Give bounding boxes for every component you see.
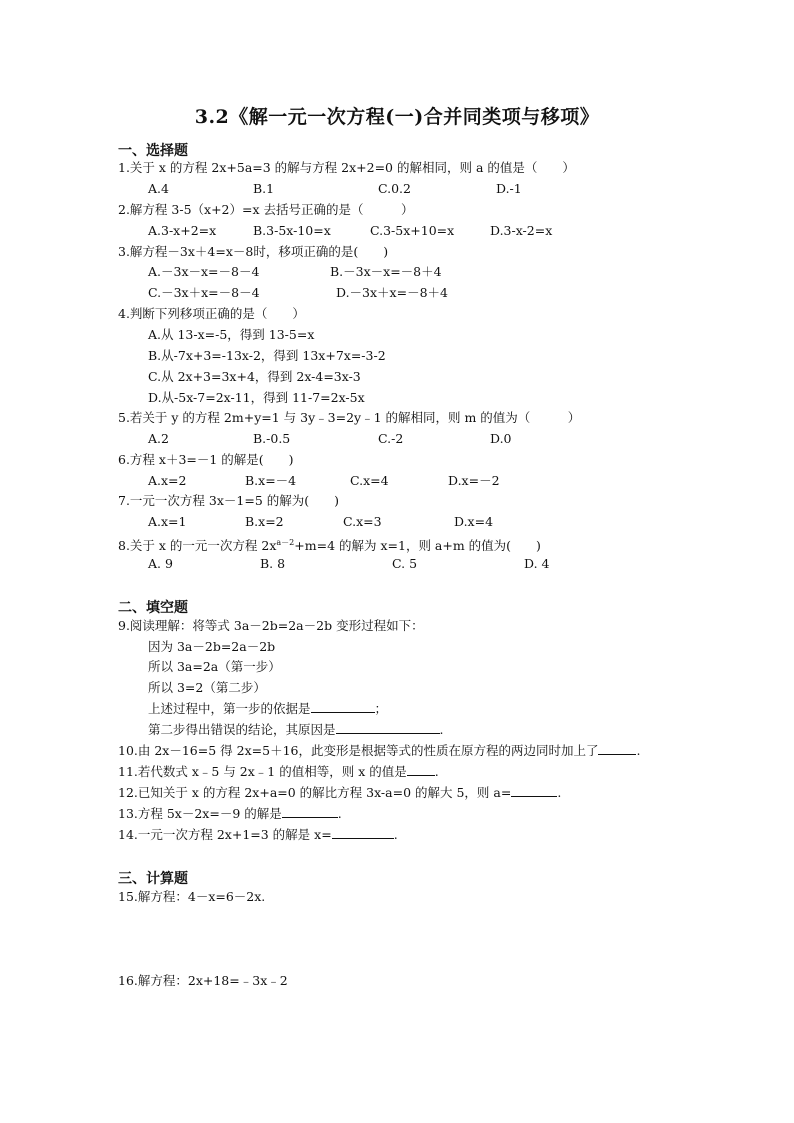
question-11	[118, 763, 439, 781]
question-15: 15.解方程：4－x=6－2x.	[118, 889, 266, 904]
q2-option-c: C.3-5x+10=x	[370, 223, 455, 238]
q3-option-d: D.－3x＋x=－8＋4	[336, 285, 448, 300]
q8-stem-part1: 8.关于 x 的一元一次方程 2x	[118, 538, 277, 554]
q5-option-b: B.-0.5	[253, 431, 291, 446]
q3-option-c: C.－3x＋x=－8－4	[148, 285, 260, 300]
q2-option-a: A.3-x+2=x	[148, 223, 217, 238]
q14-text: 14.一元一次方程 2x+1=3 的解是 x=	[118, 827, 332, 842]
q7-option-c: C.x=3	[343, 514, 382, 529]
question-3-stem: 3.解方程－3x＋4=x－8时，移项正确的是( )	[118, 244, 389, 259]
q6-option-c: C.x=4	[350, 473, 389, 488]
q12-text: 12.已知关于 x 的方程 2x+a=0 的解比方程 3x-a=0 的解大 5，则 a=	[118, 785, 512, 800]
question-12	[118, 784, 561, 802]
question-14	[118, 826, 398, 844]
q14-end: .	[393, 827, 398, 842]
q8-option-d: D. 4	[524, 556, 550, 571]
question-9-stem: 9.阅读理解：将等式 3a－2b=2a－2b 变形过程如下：	[118, 618, 424, 633]
question-5-stem: 5.若关于 y 的方程 2m+y=1 与 3y﹣3=2y﹣1 的解相同，则 m 的值为（ ）	[118, 410, 581, 425]
q4-option-b: B.从-7x+3=-13x-2，得到 13x+7x=-3-2	[148, 348, 386, 363]
q9-line-5-end: .	[439, 722, 444, 737]
section-fill-heading: 二、填空题	[118, 600, 188, 616]
q4-option-c: C.从 2x+3=3x+4，得到 2x-4=3x-3	[148, 369, 361, 384]
section-calc-heading: 三、计算题	[118, 871, 188, 887]
q12-blank[interactable]	[511, 784, 557, 797]
q9-line-5-text: 第二步得出错误的结论，其原因是	[148, 722, 336, 737]
q7-option-a: A.x=1	[148, 514, 187, 529]
q9-line-5	[148, 721, 444, 739]
q1-option-c: C.0.2	[378, 181, 411, 196]
q8-option-a: A. 9	[148, 556, 173, 571]
q10-text: 10.由 2x－16=5 得 2x=5＋16，此变形是根据等式的性质在原方程的两边同时加上了	[118, 743, 599, 758]
q9-blank-1[interactable]	[311, 700, 375, 713]
q13-end: .	[337, 806, 342, 821]
q8-option-b: B. 8	[260, 556, 286, 571]
q10-blank[interactable]	[598, 742, 636, 755]
q7-option-d: D.x=4	[454, 514, 494, 529]
question-10	[118, 742, 640, 760]
q14-blank[interactable]	[332, 826, 394, 839]
q9-line-4	[148, 700, 387, 718]
q3-option-b: B.－3x－x=－8＋4	[330, 264, 442, 279]
q1-option-b: B.1	[253, 181, 275, 196]
question-7-stem: 7.一元一次方程 3x－1=5 的解为( )	[118, 493, 340, 508]
q13-blank[interactable]	[282, 805, 338, 818]
q9-line-2: 所以 3a=2a（第一步）	[148, 659, 281, 674]
q8-exponent: a－2	[276, 538, 295, 547]
q13-text: 13.方程 5x－2x=－9 的解是	[118, 806, 282, 821]
section-choice-heading: 一、选择题	[118, 143, 188, 159]
q9-line-3: 所以 3=2（第二步）	[148, 680, 266, 695]
q9-line-4-text: 上述过程中，第一步的依据是	[148, 701, 311, 716]
q6-option-a: A.x=2	[148, 473, 187, 488]
question-2-stem: 2.解方程 3-5（x+2）=x 去括号正确的是（ ）	[118, 202, 414, 217]
q2-option-b: B.3-5x-10=x	[253, 223, 331, 238]
q3-option-a: A.－3x－x=－8－4	[148, 264, 260, 279]
q6-option-b: B.x=－4	[245, 473, 297, 488]
q11-end: .	[434, 764, 439, 779]
question-13	[118, 805, 342, 823]
question-8-stem	[118, 534, 541, 555]
q10-end: .	[636, 743, 641, 758]
q9-line-4-end: ；	[374, 701, 388, 716]
q1-option-a: A.4	[148, 181, 169, 196]
q2-option-d: D.3-x-2=x	[490, 223, 553, 238]
q1-option-d: D.-1	[496, 181, 522, 196]
q9-blank-2[interactable]	[336, 721, 440, 734]
q9-line-1: 因为 3a－2b=2a－2b	[148, 639, 276, 654]
q12-end: .	[557, 785, 562, 800]
q4-option-d: D.从-5x-7=2x-11，得到 11-7=2x-5x	[148, 390, 365, 405]
q6-option-d: D.x=－2	[448, 473, 500, 488]
q5-option-a: A.2	[148, 431, 169, 446]
question-16: 16.解方程：2x+18=﹣3x﹣2	[118, 973, 288, 988]
q11-text: 11.若代数式 x﹣5 与 2x﹣1 的值相等，则 x 的值是	[118, 764, 407, 779]
q5-option-c: C.-2	[378, 431, 404, 446]
question-6-stem: 6.方程 x＋3=－1 的解是( )	[118, 452, 294, 467]
page-title: 3.2《解一元一次方程(一)合并同类项与移项》	[194, 106, 600, 128]
q8-stem-part2: +m=4 的解为 x=1，则 a+m 的值为( )	[294, 538, 541, 554]
q5-option-d: D.0	[490, 431, 512, 446]
question-4-stem: 4.判断下列移项正确的是（ ）	[118, 306, 305, 321]
question-1-stem: 1.关于 x 的方程 2x+5a=3 的解与方程 2x+2=0 的解相同，则 a 的值是（ ）	[118, 160, 575, 175]
q11-blank[interactable]	[407, 763, 435, 776]
q8-option-c: C. 5	[392, 556, 418, 571]
q4-option-a: A.从 13-x=-5，得到 13-5=x	[148, 327, 315, 342]
q7-option-b: B.x=2	[245, 514, 284, 529]
